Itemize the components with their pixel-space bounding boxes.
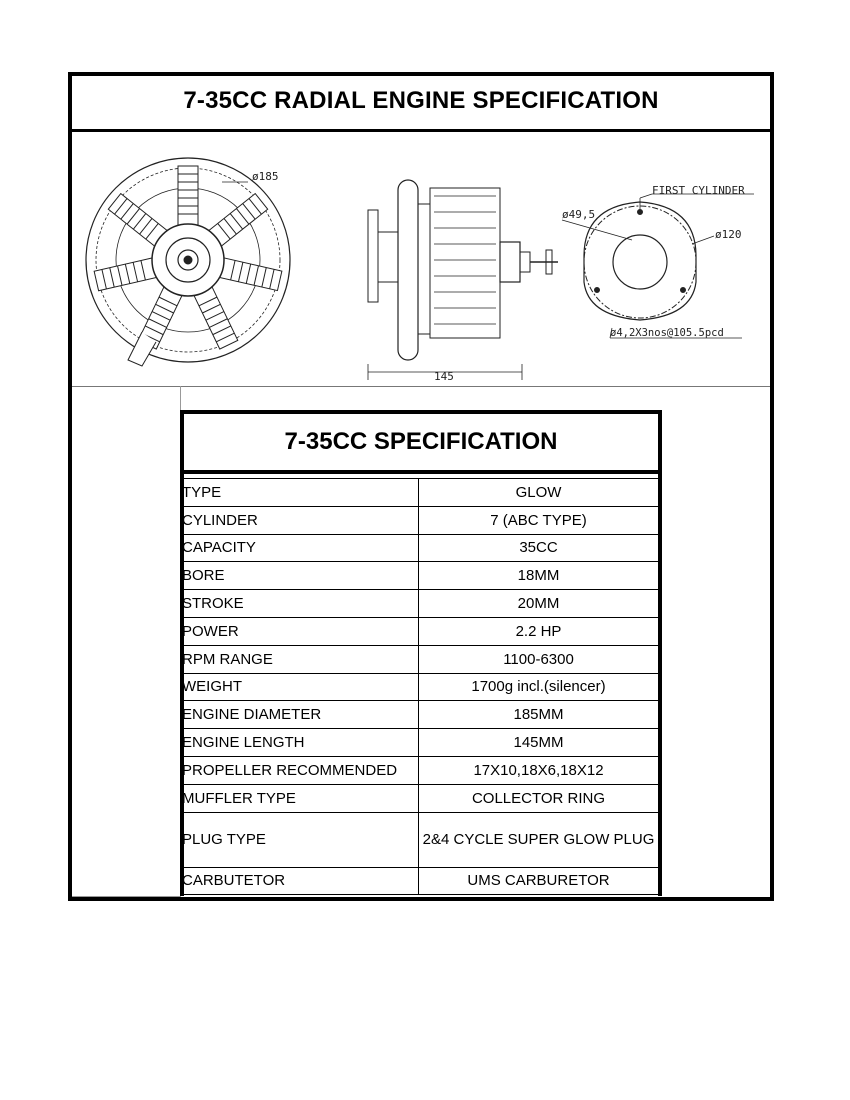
spec-value: COLLECTOR RING xyxy=(419,784,660,812)
table-row xyxy=(182,590,659,618)
spec-label: WEIGHT xyxy=(182,673,419,701)
page-title: 7-35CC RADIAL ENGINE SPECIFICATION xyxy=(68,72,774,132)
table-row xyxy=(182,617,659,645)
spec-value: 1100-6300 xyxy=(419,645,660,673)
spec-value: UMS CARBURETOR xyxy=(419,867,660,895)
spec-value: 18MM xyxy=(419,562,660,590)
engine-drawings xyxy=(72,132,770,386)
spec-label: PROPELLER RECOMMENDED xyxy=(182,756,419,784)
spec-table xyxy=(182,478,660,895)
spec-value: 145MM xyxy=(419,729,660,757)
table-row xyxy=(182,867,659,895)
table-row xyxy=(182,784,659,812)
front-view-drawing xyxy=(86,158,290,366)
table-row xyxy=(182,673,659,701)
spec-label: PLUG TYPE xyxy=(182,812,419,867)
spec-label: CYLINDER xyxy=(182,506,419,534)
spec-value: GLOW xyxy=(419,479,660,507)
table-row xyxy=(182,562,659,590)
table-row xyxy=(182,534,659,562)
spec-label: STROKE xyxy=(182,590,419,618)
spec-value: 20MM xyxy=(419,590,660,618)
mount-outer-label: ø120 xyxy=(715,228,742,241)
spec-label: ENGINE DIAMETER xyxy=(182,701,419,729)
table-row xyxy=(182,812,659,867)
table-row xyxy=(182,506,659,534)
spec-value: 1700g incl.(silencer) xyxy=(419,673,660,701)
side-view-drawing xyxy=(368,180,558,380)
spec-label: CAPACITY xyxy=(182,534,419,562)
spec-value: 2.2 HP xyxy=(419,617,660,645)
side-length-label: 145 xyxy=(434,370,454,383)
table-row xyxy=(182,729,659,757)
table-row xyxy=(182,756,659,784)
spec-label: ENGINE LENGTH xyxy=(182,729,419,757)
spec-label: RPM RANGE xyxy=(182,645,419,673)
spec-value: 2&4 CYCLE SUPER GLOW PLUG xyxy=(419,812,660,867)
mount-hole-label: ø49,5 xyxy=(562,208,596,221)
spec-value: 185MM xyxy=(419,701,660,729)
spec-title: 7-35CC SPECIFICATION xyxy=(184,414,658,474)
bolt-pattern-label: ø4,2X3nos@105.5pcd xyxy=(610,327,724,339)
table-row xyxy=(182,479,659,507)
table-row xyxy=(182,645,659,673)
left-margin-strip xyxy=(72,386,181,897)
spec-label: POWER xyxy=(182,617,419,645)
spec-value: 35CC xyxy=(419,534,660,562)
front-diameter-label: ø185 xyxy=(252,170,279,183)
engine-drawing-panel xyxy=(72,132,770,387)
spec-label: MUFFLER TYPE xyxy=(182,784,419,812)
spec-label: TYPE xyxy=(182,479,419,507)
table-row xyxy=(182,701,659,729)
spec-value: 17X10,18X6,18X12 xyxy=(419,756,660,784)
spec-label: CARBUTETOR xyxy=(182,867,419,895)
spec-label: BORE xyxy=(182,562,419,590)
first-cylinder-label: FIRST CYLINDER xyxy=(652,184,745,197)
spec-value: 7 (ABC TYPE) xyxy=(419,506,660,534)
